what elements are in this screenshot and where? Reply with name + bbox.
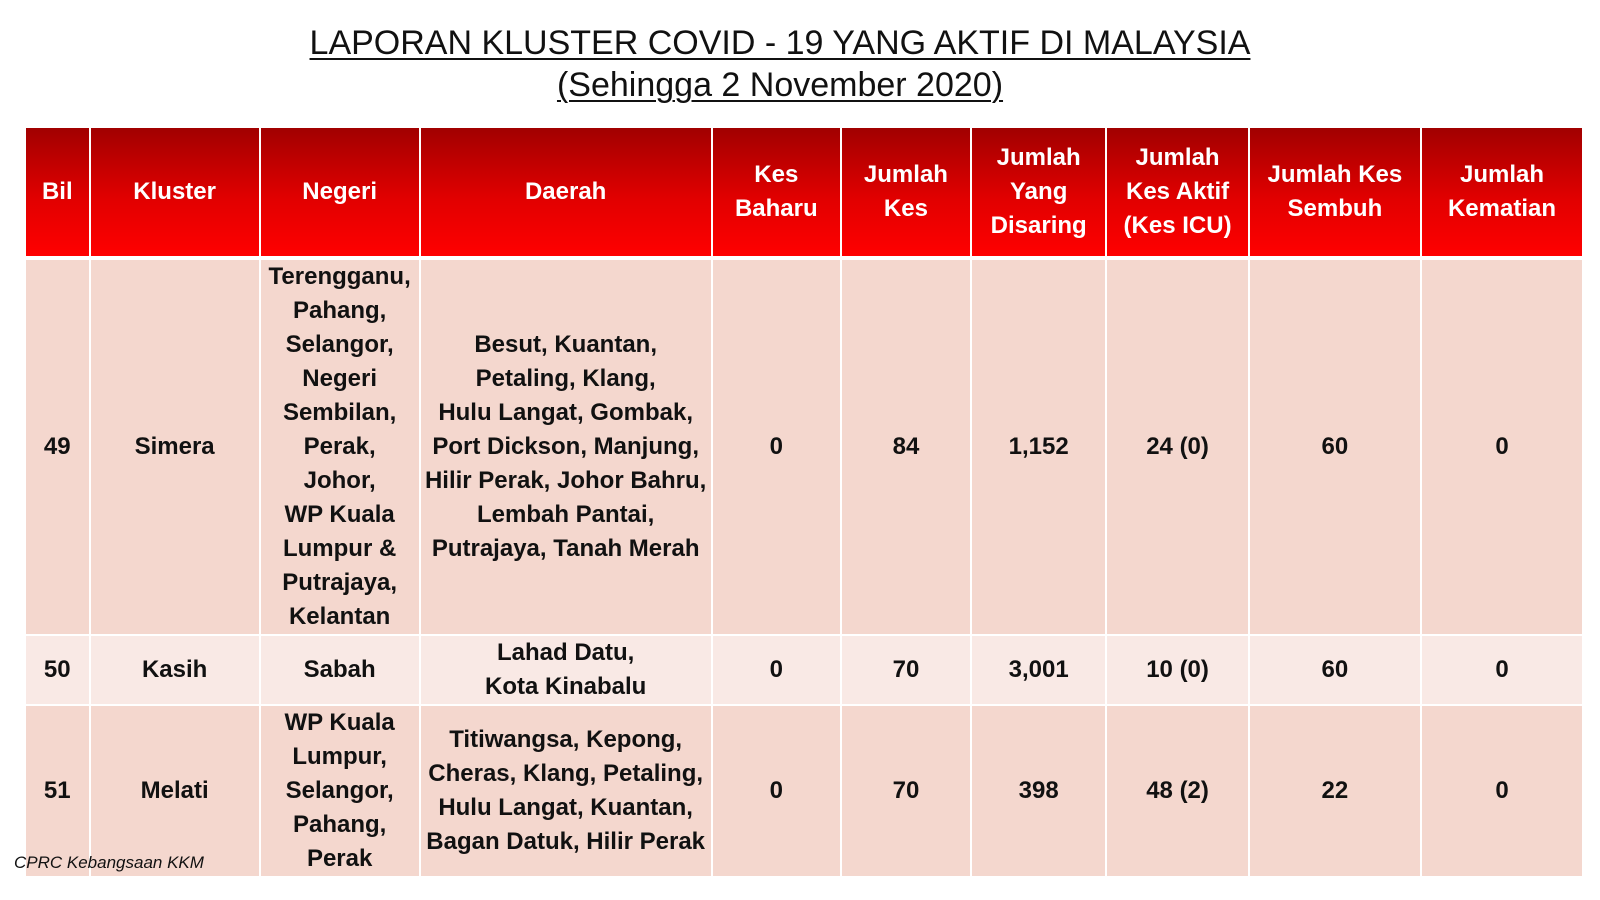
report-title-line-2: (Sehingga 2 November 2020) — [556, 66, 1004, 104]
header-negeri: Negeri — [260, 127, 420, 258]
header-jumlah-kes: Jumlah Kes — [841, 127, 971, 258]
cell-kematian: 0 — [1421, 635, 1583, 705]
cell-kes-sembuh: 60 — [1249, 258, 1421, 635]
cell-kes-baharu: 0 — [712, 258, 841, 635]
header-kematian: Jumlah Kematian — [1421, 127, 1583, 258]
cell-kes-sembuh: 22 — [1249, 705, 1421, 877]
source-footnote: CPRC Kebangsaan KKM — [14, 853, 204, 872]
table-row — [25, 635, 1583, 705]
cell-bil: 50 — [25, 635, 90, 705]
cell-bil: 51 — [25, 705, 90, 877]
cell-kes-aktif: 48 (2) — [1106, 705, 1248, 877]
cell-jumlah-disaring: 3,001 — [971, 635, 1106, 705]
cell-jumlah-disaring: 1,152 — [971, 258, 1106, 635]
header-kes-sembuh: Jumlah Kes Sembuh — [1249, 127, 1421, 258]
header-kluster: Kluster — [90, 127, 260, 258]
table-row — [25, 258, 1583, 635]
header-daerah: Daerah — [420, 127, 712, 258]
table-row — [25, 705, 1583, 877]
cell-kluster: Kasih — [90, 635, 260, 705]
header-kes-baharu: Kes Baharu — [712, 127, 841, 258]
cell-kluster: Melati — [90, 705, 260, 877]
header-jumlah-disaring: Jumlah Yang Disaring — [971, 127, 1106, 258]
cell-kes-sembuh: 60 — [1249, 635, 1421, 705]
header-bil: Bil — [25, 127, 90, 258]
cell-kematian: 0 — [1421, 258, 1583, 635]
cell-daerah: Besut, Kuantan, Petaling, Klang, Hulu Langat, Gombak, Port Dickson, Manjung, Hilir Perak, Johor Bahru, Lembah Pantai, Putrajaya, Tanah Merah — [420, 258, 712, 635]
header-kes-aktif: Jumlah Kes Aktif (Kes ICU) — [1106, 127, 1248, 258]
cluster-table — [24, 126, 1584, 878]
table-header-row — [25, 127, 1583, 258]
cell-negeri: WP Kuala Lumpur, Selangor, Pahang, Perak — [260, 705, 420, 877]
report-title — [0, 22, 1600, 106]
cell-negeri: Sabah — [260, 635, 420, 705]
cell-daerah: Lahad Datu, Kota Kinabalu — [420, 635, 712, 705]
cell-daerah: Titiwangsa, Kepong, Cheras, Klang, Petaling, Hulu Langat, Kuantan, Bagan Datuk, Hilir Perak — [420, 705, 712, 877]
cell-bil: 49 — [25, 258, 90, 635]
cell-kes-baharu: 0 — [712, 635, 841, 705]
cell-kes-aktif: 24 (0) — [1106, 258, 1248, 635]
cell-jumlah-kes: 70 — [841, 705, 971, 877]
cell-kes-baharu: 0 — [712, 705, 841, 877]
cell-jumlah-disaring: 398 — [971, 705, 1106, 877]
cell-kes-aktif: 10 (0) — [1106, 635, 1248, 705]
cell-negeri: Terengganu, Pahang, Selangor, Negeri Sembilan, Perak, Johor, WP Kuala Lumpur & Putrajaya, Kelantan — [260, 258, 420, 635]
cell-kematian: 0 — [1421, 705, 1583, 877]
cell-kluster: Simera — [90, 258, 260, 635]
cell-jumlah-kes: 84 — [841, 258, 971, 635]
report-title-line-1: LAPORAN KLUSTER COVID - 19 YANG AKTIF DI MALAYSIA — [309, 24, 1251, 62]
cell-jumlah-kes: 70 — [841, 635, 971, 705]
